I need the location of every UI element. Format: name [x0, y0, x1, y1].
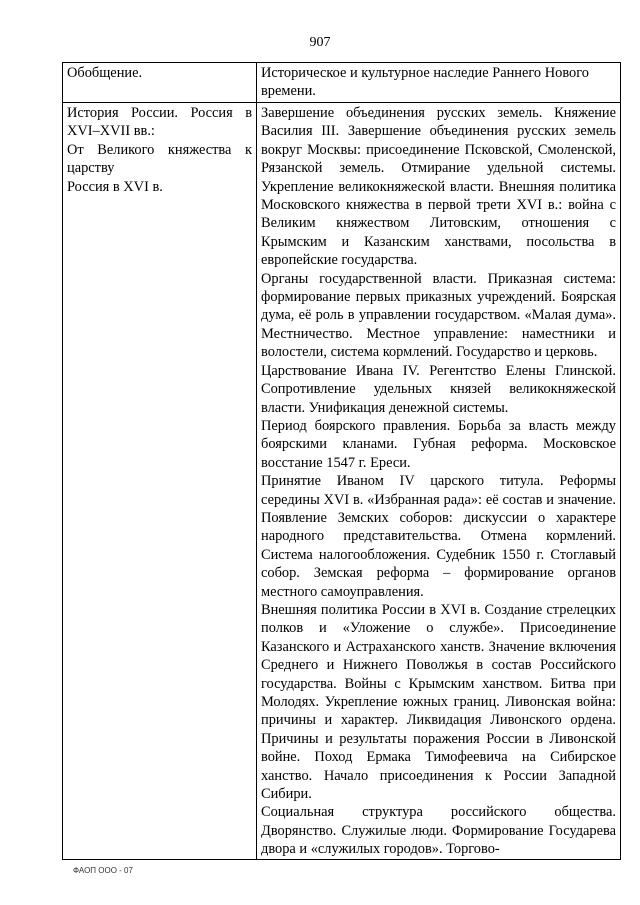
topic-label: Обобщение.: [67, 65, 143, 81]
topic-line: XVI–XVII вв.:: [67, 123, 155, 140]
content-paragraph: Внешняя политика России в XVI в. Создание стрелецких полков и «Уложение о службе». Присоединение Казанского и Астраханского ханств. Значение включения Среднего и Нижнего Поволжья в состав Российского государства. Войны с Крымским ханством. Битва при Молодях. Укрепление южных границ. Ливонская война: причины и характер. Ликвидация Ливонского ордена. Причины и результаты поражения России в Ливонской войне. Поход Ермака Тимофеевича на Сибирское ханство. Начало присоединения к России Западной Сибири.: [261, 601, 616, 803]
syllabus-table: [62, 62, 621, 860]
topic-line: История России. Россия в: [67, 105, 252, 121]
content-text: Историческое и культурное наследие Раннего Нового времени.: [261, 65, 589, 100]
page-number: 907: [309, 35, 331, 50]
section-topic-cell: [63, 103, 257, 860]
document-code-footer: ФАОП ООО - 07: [73, 866, 133, 875]
topic-line: От Великого княжества к: [67, 141, 252, 158]
topic-line: царству: [67, 160, 115, 177]
content-paragraph: Период боярского правления. Борьба за власть между боярскими кланами. Губная реформа. Московское восстание 1547 г. Ереси.: [261, 417, 616, 471]
topic-line: Россия в XVI в.: [67, 178, 163, 195]
table-row-section: [63, 103, 621, 860]
content-cell: [257, 63, 621, 103]
section-content-cell: [257, 103, 621, 860]
content-paragraph: Органы государственной власти. Приказная система: формирование первых приказных учреждений. Боярская дума, её роль в управлении государством. «Малая дума». Местничество. Местное управление: наместники и волостели, система кормлений. Государство и церковь.: [261, 270, 616, 361]
content-paragraph: Царствование Ивана IV. Регентство Елены Глинской. Сопротивление удельных князей великокняжеской власти. Унификация денежной системы.: [261, 362, 616, 416]
topic-cell: [63, 63, 257, 103]
content-paragraph: Принятие Иваном IV царского титула. Реформы середины XVI в. «Избранная рада»: её состав и значение. Появление Земских соборов: дискуссии о характере народного представительства. Отмена кормлений. Система налогообложения. Судебник 1550 г. Стоглавый собор. Земская реформа – формирование органов местного самоуправления.: [261, 473, 616, 600]
table-row-header: [63, 63, 621, 103]
content-paragraph: Социальная структура российского общества. Дворянство. Служилые люди. Формирование Государева двора и «служилых городов». Торгово-: [261, 804, 616, 858]
content-paragraph: Завершение объединения русских земель. Княжение Василия III. Завершение объединения русских земель вокруг Москвы: присоединение Псковской, Смоленской, Рязанской земель. Отмирание удельной системы. Укрепление великокняжеской власти. Внешняя политика Московского княжества в первой трети XVI в.: война с Великим княжеством Литовским, отношения с Крымским и Казанским ханствами, посольства в европейские государства.: [261, 105, 616, 269]
